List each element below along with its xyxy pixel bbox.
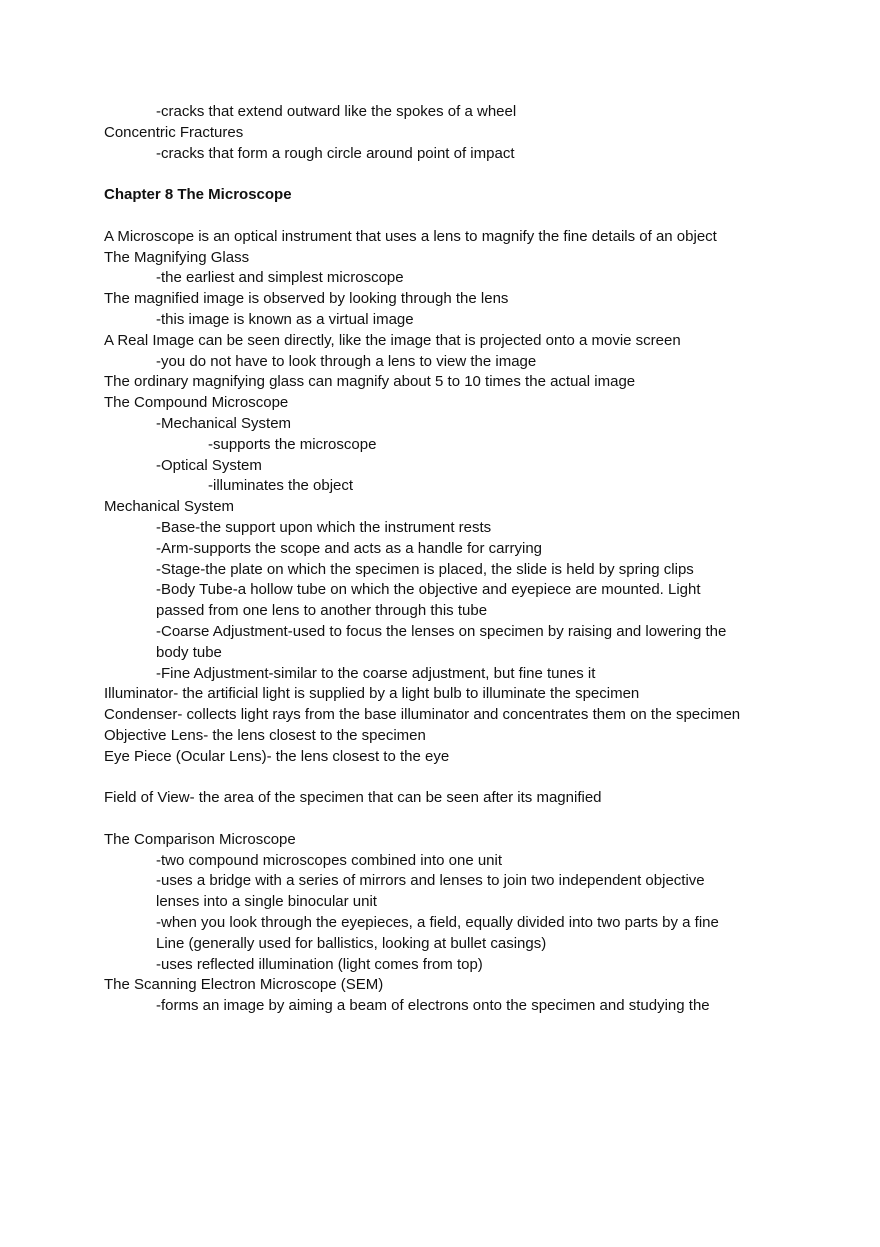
- text-line: lenses into a single binocular unit: [156, 893, 377, 911]
- text-line: The Comparison Microscope: [104, 830, 296, 848]
- text-line: The ordinary magnifying glass can magnify about 5 to 10 times the actual image: [104, 373, 636, 391]
- text-line: A Real Image can be seen directly, like the image that is projected onto a movie screen: [104, 331, 681, 349]
- text-line: -Optical System: [156, 456, 262, 474]
- chapter-heading: Chapter 8 The Microscope: [104, 186, 292, 204]
- text-line: -Fine Adjustment-similar to the coarse adjustment, but fine tunes it: [156, 664, 596, 682]
- text-line: -cracks that extend outward like the spokes of a wheel: [156, 103, 517, 120]
- text-line: -Body Tube-a hollow tube on which the objective and eyepiece are mounted. Light: [156, 581, 701, 599]
- text-line: -forms an image by aiming a beam of electrons onto the specimen and studying the: [156, 997, 710, 1015]
- text-line: body tube: [156, 643, 222, 661]
- text-line: -the earliest and simplest microscope: [156, 269, 404, 287]
- text-line: -Mechanical System: [156, 414, 292, 432]
- text-line: -two compound microscopes combined into one unit: [156, 851, 503, 869]
- text-line: Condenser- collects light rays from the base illuminator and concentrates them on the specimen: [104, 706, 741, 724]
- text-line: Eye Piece (Ocular Lens)- the lens closest to the eye: [104, 747, 450, 765]
- blank-line: [104, 768, 784, 789]
- text-line: -Stage-the plate on which the specimen is placed, the slide is held by spring clips: [156, 560, 694, 578]
- text-line: -uses a bridge with a series of mirrors and lenses to join two independent objective: [156, 872, 705, 890]
- text-line: The Scanning Electron Microscope (SEM): [104, 976, 384, 994]
- text-line: The magnified image is observed by looking through the lens: [104, 290, 509, 308]
- text-line: -cracks that form a rough circle around point of impact: [156, 144, 515, 162]
- blank-line: [104, 809, 784, 830]
- text-line: -when you look through the eyepieces, a field, equally divided into two parts by a fine: [156, 914, 719, 932]
- text-line: -Base-the support upon which the instrument rests: [156, 518, 492, 536]
- text-line: Field of View- the area of the specimen that can be seen after its magnified: [104, 789, 602, 807]
- text-line: -Coarse Adjustment-used to focus the lenses on specimen by raising and lowering the: [156, 622, 727, 640]
- blank-line: [104, 164, 784, 185]
- text-line: -illuminates the object: [208, 477, 354, 495]
- text-line: -this image is known as a virtual image: [156, 310, 414, 328]
- text-line: -Arm-supports the scope and acts as a handle for carrying: [156, 539, 543, 557]
- text-line: The Compound Microscope: [104, 394, 289, 412]
- text-line: Line (generally used for ballistics, looking at bullet casings): [156, 934, 547, 952]
- text-line: passed from one lens to another through this tube: [156, 602, 488, 620]
- text-line: -supports the microscope: [208, 435, 377, 453]
- text-line: -you do not have to look through a lens to view the image: [156, 352, 537, 370]
- text-line: The Magnifying Glass: [104, 248, 250, 266]
- blank-line: [104, 206, 784, 227]
- text-line: A Microscope is an optical instrument that uses a lens to magnify the fine details of an object: [104, 227, 717, 245]
- document-body: [104, 102, 784, 1017]
- text-line: Objective Lens- the lens closest to the specimen: [104, 726, 426, 744]
- text-line: Mechanical System: [104, 498, 235, 516]
- text-line: -uses reflected illumination (light comes from top): [156, 955, 483, 973]
- text-line: Concentric Fractures: [104, 123, 244, 141]
- text-line: Illuminator- the artificial light is supplied by a light bulb to illuminate the specimen: [104, 685, 640, 703]
